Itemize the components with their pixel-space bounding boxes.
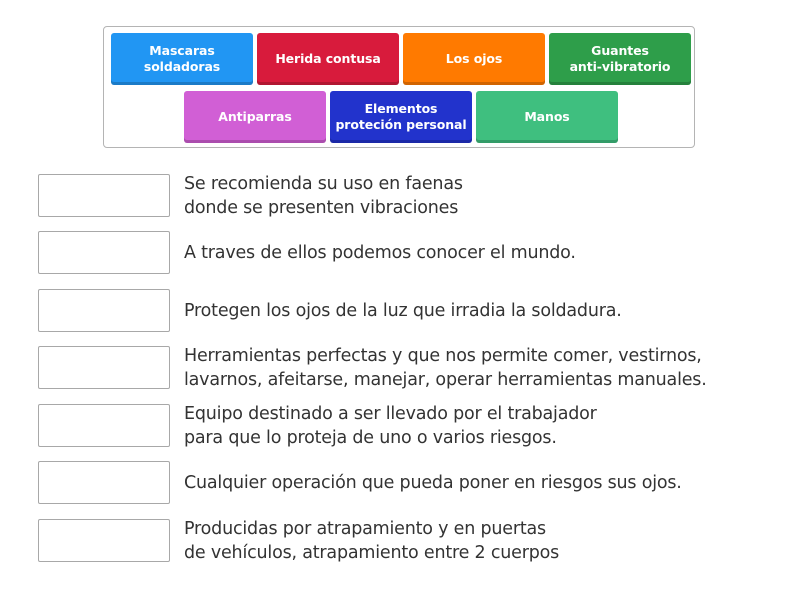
clue-text: Producidas por atrapamiento y en puertas de vehículos, atrapamiento entre 2 cuerpos	[184, 519, 560, 563]
clue-text: Protegen los ojos de la luz que irradia la soldadura.	[184, 301, 622, 321]
match-row	[38, 404, 778, 448]
tile-antiparras[interactable]: Antiparras	[184, 91, 326, 143]
drop-zone[interactable]	[38, 404, 170, 447]
match-row	[38, 289, 778, 333]
clue-text: A traves de ellos podemos conocer el mundo.	[184, 243, 576, 263]
match-row	[38, 231, 778, 275]
drop-zone[interactable]	[38, 519, 170, 562]
drop-zone[interactable]	[38, 346, 170, 389]
tile-elementos-proteccion-personal[interactable]: Elementos proteción personal	[330, 91, 472, 143]
tile-mascaras-soldadoras[interactable]: Mascaras soldadoras	[111, 33, 253, 85]
tile-manos[interactable]: Manos	[476, 91, 618, 143]
drop-zone[interactable]	[38, 461, 170, 504]
tile-los-ojos[interactable]: Los ojos	[403, 33, 545, 85]
clue-text: Se recomienda su uso en faenas donde se presenten vibraciones	[184, 174, 463, 218]
clue-text: Cualquier operación que pueda poner en riesgos sus ojos.	[184, 473, 682, 493]
tile-herida-contusa[interactable]: Herida contusa	[257, 33, 399, 85]
drop-zone[interactable]	[38, 174, 170, 217]
clue-text: Equipo destinado a ser llevado por el trabajador para que lo proteja de uno o varios riesgos.	[184, 404, 597, 448]
match-row	[38, 461, 778, 505]
word-bank	[103, 26, 695, 148]
tile-guantes-anti-vibratorio[interactable]: Guantes anti-vibratorio	[549, 33, 691, 85]
match-row	[38, 346, 778, 390]
clue-text: Herramientas perfectas y que nos permite comer, vestirnos, lavarnos, afeitarse, manejar, operar herramientas manuales.	[184, 346, 707, 390]
drop-zone[interactable]	[38, 289, 170, 332]
match-row	[38, 174, 778, 218]
drop-zone[interactable]	[38, 231, 170, 274]
match-row	[38, 519, 778, 563]
